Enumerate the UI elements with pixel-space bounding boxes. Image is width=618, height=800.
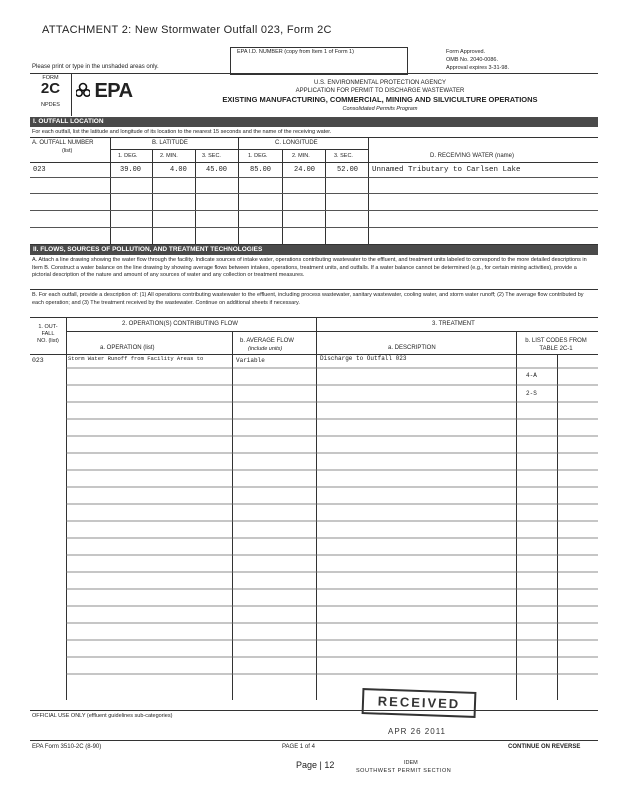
footer-continue: CONTINUE ON REVERSE: [508, 744, 581, 750]
avg-flow-header: b. AVERAGE FLOW: [240, 338, 294, 344]
section2-para-b: B. For each outfall, provide a description of: (1) All operations contributing wastewater to the effluent, including process wastewater, sanitary wastewater, cooling water, and storm water runoff; (2) The average flow contributed by each operation; and (3) The treatment received by the wastewater. Continue on additional sheets if necessary.: [32, 292, 584, 306]
outfall-no-header-3: NO. (list): [37, 338, 59, 344]
form-number: 2C: [40, 80, 61, 97]
operation-value: Storm Water Runoff from Facility Areas to: [68, 355, 204, 362]
lat-deg-header: 1. DEG.: [118, 153, 138, 159]
section-flows-sources: [30, 245, 598, 255]
agency-block: [180, 79, 580, 113]
footer-form-id: EPA Form 3510-2C (8-90): [32, 744, 102, 750]
lat-sec-header: 3. SEC.: [202, 153, 221, 159]
npdes-label: NPDES: [41, 102, 60, 108]
section2-title: II. FLOWS, SOURCES OF POLLUTION, AND TREATMENT TECHNOLOGIES: [33, 246, 263, 253]
section1-instruction: For each outfall, list the latitude and longitude of its location to the nearest 15 seconds and the name of the receiving water.: [32, 129, 332, 135]
outfall-number-header: A. OUTFALL NUMBER: [32, 140, 94, 146]
description-header: a. DESCRIPTION: [388, 345, 436, 351]
lat-min-header: 2. MIN.: [160, 153, 178, 159]
avg-flow-value: Variable: [236, 357, 265, 364]
form-label: FORM: [42, 75, 59, 81]
treatment-header: 3. TREATMENT: [432, 321, 475, 327]
received-stamp-text: RECEIVED: [377, 693, 461, 712]
operations-header: 2. OPERATION(S) CONTRIBUTING FLOW: [122, 321, 238, 327]
section1-title: I. OUTFALL LOCATION: [33, 118, 104, 125]
agency-line2: APPLICATION FOR PERMIT TO DISCHARGE WASTEWATER: [295, 88, 465, 94]
list-codes-header: [516, 337, 596, 353]
lon-deg-header: 1. DEG.: [248, 153, 268, 159]
print-note: Please print or type in the unshaded areas only.: [32, 64, 159, 70]
operation-header: a. OPERATION (list): [100, 345, 155, 351]
latitude-header: B. LATITUDE: [152, 140, 188, 146]
flow-table-lines: [30, 354, 598, 700]
section2-para-a: A. Attach a line drawing showing the water flow through the facility. Indicate sources of intake water, operations contributing wastewater to the effluent, and treatment units labeled to correspond to the more detailed descriptions in Item B. Construct a water balance on the line drawing by showing average flows between intakes, operations, treatment units, and outfalls. If a water balance cannot be determined (e.g., for certain mining activities), provide a pictorial description of the nature and amount of any sources of water and any collection or treatment measures.: [32, 257, 587, 278]
receiving-water-header: D. RECEIVING WATER (name): [430, 153, 515, 159]
agency-line4: Consolidated Permits Program: [342, 106, 418, 112]
outfall-list-note: (list): [62, 148, 73, 154]
epa-logo-text: EPA: [94, 80, 133, 102]
epa-logo: [76, 82, 133, 102]
outfall-no-header: [30, 324, 66, 345]
receiving-water-value: Unnamed Tributary to Carlsen Lake: [372, 166, 521, 174]
lon-min-header: 2. MIN.: [292, 153, 310, 159]
outfall-no-header-2: FALL: [41, 331, 55, 337]
longitude-header: C. LONGITUDE: [275, 140, 318, 146]
lon-sec-value: 52.00: [337, 166, 359, 174]
agency-line3: EXISTING MANUFACTURING, COMMERCIAL, MINING AND SILVICULTURE OPERATIONS: [222, 95, 538, 104]
agency-line1: U.S. ENVIRONMENTAL PROTECTION AGENCY: [313, 80, 447, 86]
code1-value: 4-A: [526, 372, 537, 379]
stamp-date: APR 26 2011: [388, 727, 446, 736]
lon-deg-value: 85.00: [250, 166, 272, 174]
footer-page-of: PAGE 1 of 4: [282, 744, 315, 750]
idem-stamp: IDEM: [404, 760, 418, 766]
section-outfall-location: [30, 117, 598, 127]
code3-value: 2-S: [526, 390, 537, 397]
lat-sec-value: 45.00: [206, 166, 228, 174]
outfall-no-header-1: 1. OUT-: [38, 324, 58, 330]
avg-flow-note: (include units): [248, 346, 283, 352]
description-value: Discharge to Outfall 023: [320, 355, 407, 362]
epa-id-label: EPA I.D. NUMBER (copy from Item 1 of Form 1): [237, 49, 354, 55]
permit-section-stamp: SOUTHWEST PERMIT SECTION: [356, 768, 452, 774]
lon-min-value: 24.00: [294, 166, 316, 174]
lat-min-value: 4.00: [170, 166, 187, 174]
lat-deg-value: 39.00: [120, 166, 142, 174]
lon-sec-header: 3. SEC.: [334, 153, 353, 159]
received-stamp: [362, 688, 477, 718]
epa-id-box: [230, 47, 408, 75]
page-number: Page | 12: [296, 760, 335, 770]
official-use-label: OFFICIAL USE ONLY (effluent guidelines sub-categories): [32, 713, 173, 719]
list-codes-header-1: b. LIST CODES FROM: [525, 338, 587, 344]
outfall-number-value: 023: [33, 166, 46, 174]
attachment-title: ATTACHMENT 2: New Stormwater Outfall 023, Form 2C: [42, 24, 332, 36]
flow-outfall-value: 023: [32, 357, 44, 364]
epa-flower-icon: [76, 82, 90, 100]
form-approved-line2: OMB No. 2040-0086.: [446, 57, 498, 63]
form-approved: [446, 48, 509, 72]
form-approved-line3: Approval expires 3-31-98.: [446, 65, 509, 71]
form-approved-line1: Form Approved.: [446, 49, 486, 55]
form-number-box: [30, 73, 72, 116]
list-codes-header-2: TABLE 2C-1: [539, 346, 573, 352]
